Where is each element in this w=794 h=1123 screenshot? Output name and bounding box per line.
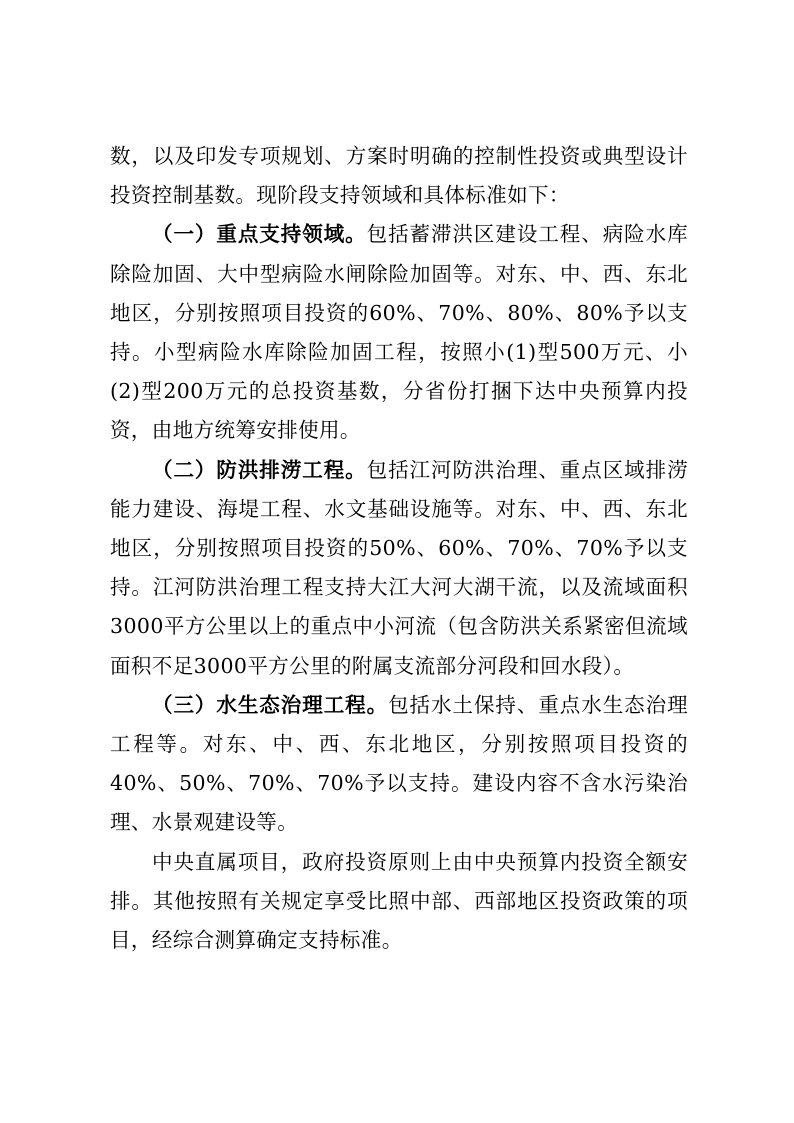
paragraph-text: 包括水土保持、重点水生态治理工程等。对东、中、西、东北地区，分别按照项目投资的40%、50%、70%、70%予以支持。建设内容不含水污染治理、水景观建设等。 — [110, 692, 688, 835]
paragraph-text: 数，以及印发专项规划、方案时明确的控制性投资或典型设计投资控制基数。现阶段支持领域和具体标准如下： — [110, 144, 688, 208]
section-heading: （三）水生态治理工程。 — [152, 692, 389, 717]
paragraph-text: 包括蓄滞洪区建设工程、病险水库除险加固、大中型病险水闸除险加固等。对东、中、西、东北地区，分别按照项目投资的60%、70%、80%、80%予以支持。小型病险水库除险加固工程，按照小(1)型500万元、小(2)型200万元的总投资基数，分省份打捆下达中央预算内投资，由地方统筹安排使用。 — [110, 222, 688, 443]
section-heading: （一）重点支持领域。 — [152, 222, 367, 247]
paragraph-text: 中央直属项目，政府投资原则上由中央预算内投资全额安排。其他按照有关规定享受比照中部、西部地区投资政策的项目，经综合测算确定支持标准。 — [110, 849, 688, 953]
section-heading: （二）防洪排涝工程。 — [152, 457, 367, 482]
paragraph-water-ecology — [110, 686, 688, 843]
paragraph-central-projects — [110, 843, 688, 961]
paragraph-text: 包括江河防洪治理、重点区域排涝能力建设、海堤工程、水文基础设施等。对东、中、西、东北地区，分别按照项目投资的50%、60%、70%、70%予以支持。江河防洪治理工程支持大江大河大湖干流，以及流域面积3000平方公里以上的重点中小河流（包含防洪关系紧密但流域面积不足3000平方公里的附属支流部分河段和回水段）。 — [110, 457, 688, 678]
paragraph-flood-control — [110, 451, 688, 686]
paragraph-continuation — [110, 137, 688, 215]
paragraph-key-support-areas — [110, 215, 688, 450]
document-page — [110, 137, 688, 960]
